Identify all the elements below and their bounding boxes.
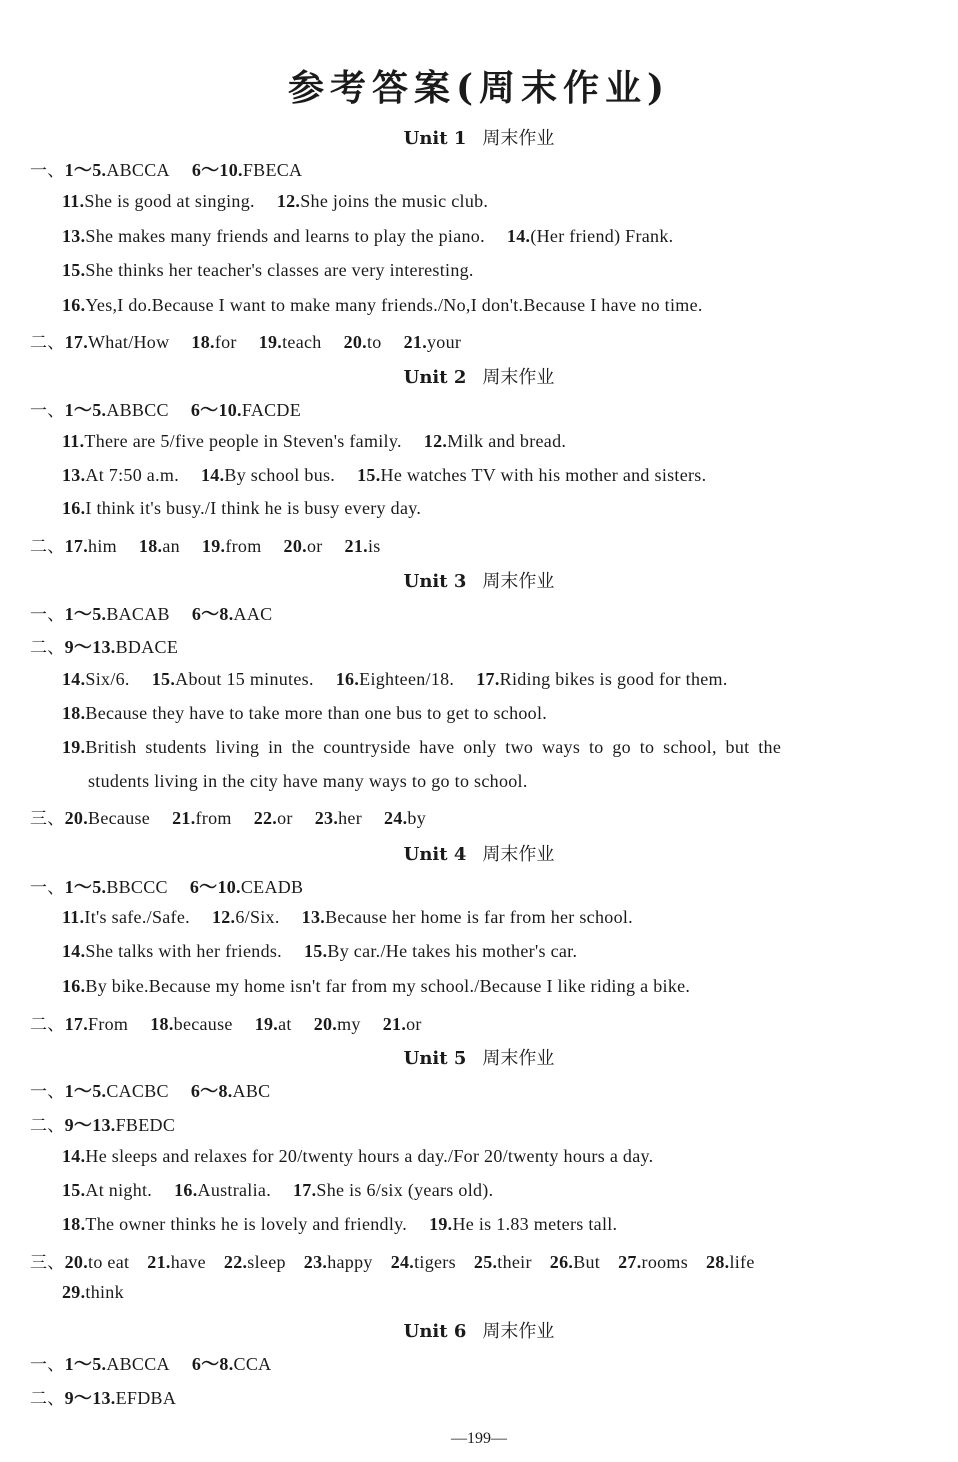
unit-subtitle: 周末作业: [482, 1048, 555, 1069]
answer-line: [62, 1146, 653, 1167]
answer-text: FACDE: [241, 400, 302, 420]
answer-text: life: [729, 1252, 755, 1272]
question-number: 11.: [62, 907, 85, 927]
answer-text: her: [338, 808, 363, 828]
question-number: 12.: [211, 907, 236, 927]
question-number: 6～10.: [191, 160, 243, 180]
answer-line: [30, 804, 426, 829]
answer-text: to eat: [88, 1252, 130, 1272]
answer-text: She talks with her friends.: [85, 941, 282, 961]
answer-text: students living in the city have many ways to go to school.: [88, 771, 528, 791]
question-number: 9～13.: [64, 1388, 116, 1408]
answer-text: have: [170, 1252, 206, 1272]
question-number: 18.: [191, 332, 215, 352]
answer-text: AAC: [233, 604, 273, 624]
question-number: 14.: [62, 941, 86, 961]
answer-text: By car./He takes his mother's car.: [327, 941, 578, 961]
question-number: 16.: [62, 498, 86, 518]
section-marker: 二、: [30, 638, 65, 658]
section-marker: 二、: [30, 1389, 65, 1409]
answer-text: because: [173, 1014, 233, 1034]
question-number: 6～10.: [189, 877, 241, 897]
question-number: 12.: [276, 191, 301, 211]
section-marker: 二、: [30, 333, 65, 353]
unit-subtitle: 周末作业: [482, 367, 555, 388]
answer-text: or: [277, 808, 293, 828]
answer-text: Six/6.: [85, 669, 130, 689]
answer-text: your: [427, 332, 462, 352]
question-number: 6～10.: [190, 400, 242, 420]
answer-line: [62, 226, 673, 247]
answer-text: At 7:50 a.m.: [85, 465, 179, 485]
answer-line: [30, 1077, 270, 1103]
answer-line: [62, 703, 547, 724]
answer-text: Because: [88, 808, 151, 828]
question-number: 1～5.: [64, 877, 107, 897]
answer-line: [62, 191, 488, 212]
question-number: 6～8.: [191, 1354, 234, 1374]
unit-subtitle: 周末作业: [482, 571, 555, 592]
question-number: 13.: [62, 226, 86, 246]
unit-label: Unit 6: [403, 1321, 467, 1342]
answer-text: Eighteen/18.: [359, 669, 455, 689]
question-number: 14.: [201, 465, 225, 485]
question-number: 11.: [62, 191, 85, 211]
answer-line: [62, 465, 706, 486]
answer-text: him: [88, 536, 117, 556]
answer-text: ABCCA: [106, 1354, 170, 1374]
question-number: 6～8.: [190, 1081, 233, 1101]
section-marker: 二、: [30, 1116, 65, 1136]
question-number: 18.: [62, 1214, 86, 1234]
question-number: 15.: [151, 669, 176, 689]
section-marker: 一、: [30, 161, 65, 181]
answer-text: FBEDC: [115, 1115, 176, 1135]
question-number: 16.: [335, 669, 360, 689]
question-number: 20.: [64, 1252, 89, 1272]
question-number: 19.: [62, 737, 86, 757]
question-number: 15.: [357, 465, 381, 485]
answer-line: [30, 633, 178, 659]
answer-text: to: [366, 332, 382, 352]
question-number: 19.: [201, 536, 226, 556]
unit-label: Unit 3: [403, 571, 467, 592]
question-number: 17.: [64, 332, 89, 352]
answer-text: What/How: [88, 332, 170, 352]
question-number: 9～13.: [64, 637, 116, 657]
question-number: 21.: [403, 332, 427, 352]
unit-2-heading: [0, 363, 958, 389]
question-number: 29.: [62, 1282, 86, 1302]
answer-line: [30, 1248, 755, 1273]
answer-line: [62, 737, 781, 758]
answer-text: There are 5/five people in Steven's family.: [84, 431, 402, 451]
answer-text: CCA: [233, 1354, 272, 1374]
answer-line: [30, 1010, 422, 1035]
question-number: 11.: [62, 431, 85, 451]
answer-line: [62, 431, 566, 452]
answer-text: I think it's busy./I think he is busy every day.: [85, 498, 422, 518]
question-number: 21.: [382, 1014, 407, 1034]
answer-text: He is 1.83 meters tall.: [452, 1214, 618, 1234]
question-number: 1～5.: [64, 1081, 107, 1101]
question-number: 16.: [62, 976, 86, 996]
answer-text: BBCCC: [106, 877, 168, 897]
answer-line: [30, 600, 272, 626]
answer-text: my: [337, 1014, 361, 1034]
answer-text: or: [306, 536, 323, 556]
answer-text: She makes many friends and learns to play the piano.: [85, 226, 485, 246]
unit-label: Unit 4: [403, 844, 467, 865]
unit-5-heading: [0, 1044, 958, 1070]
question-number: 28.: [706, 1252, 730, 1272]
answer-text: BDACE: [115, 637, 179, 657]
answer-text: From: [88, 1014, 129, 1034]
answer-text: Australia.: [197, 1180, 271, 1200]
answer-line: [62, 976, 690, 997]
question-number: 19.: [254, 1014, 279, 1034]
answer-text: at: [278, 1014, 292, 1034]
question-number: 13.: [62, 465, 86, 485]
answer-text: She is good at singing.: [84, 191, 255, 211]
answer-text: teach: [282, 332, 322, 352]
answer-line: [62, 260, 474, 281]
answer-text: CACBC: [106, 1081, 169, 1101]
answer-line: [62, 1214, 617, 1235]
unit-label: Unit 5: [403, 1048, 467, 1069]
answer-line: [62, 498, 421, 519]
answer-line: [62, 941, 577, 962]
question-number: 18.: [62, 703, 86, 723]
answer-text: or: [406, 1014, 422, 1034]
question-number: 20.: [343, 332, 367, 352]
answer-line: [30, 328, 461, 353]
answer-text: He watches TV with his mother and sisters.: [380, 465, 707, 485]
answer-text: ABBCC: [106, 400, 169, 420]
answer-line: [62, 669, 728, 690]
question-number: 21.: [172, 808, 196, 828]
unit-3-heading: [0, 567, 958, 593]
question-number: 16.: [174, 1180, 198, 1200]
answer-text: (Her friend) Frank.: [530, 226, 674, 246]
answer-text: rooms: [641, 1252, 689, 1272]
answer-text: The owner thinks he is lovely and friendly.: [85, 1214, 408, 1234]
section-marker: 一、: [30, 1082, 65, 1102]
page-number: —199—: [451, 1430, 507, 1447]
question-number: 24.: [390, 1252, 415, 1272]
answer-line: [30, 1384, 176, 1410]
answer-text: He sleeps and relaxes for 20/twenty hours a day./For 20/twenty hours a day.: [85, 1146, 654, 1166]
answer-text: Riding bikes is good for them.: [499, 669, 728, 689]
answer-line: [88, 771, 528, 792]
question-number: 14.: [506, 226, 531, 246]
unit-1-heading: [0, 124, 958, 150]
answer-text: BACAB: [106, 604, 170, 624]
question-number: 17.: [64, 536, 89, 556]
unit-4-heading: [0, 840, 958, 866]
answer-text: ABC: [232, 1081, 271, 1101]
question-number: 22.: [253, 808, 278, 828]
answer-text: happy: [327, 1252, 373, 1272]
unit-subtitle: 周末作业: [482, 128, 555, 149]
answer-line: [62, 1282, 124, 1303]
page-title: 参考答案(周末作业): [287, 67, 671, 109]
answer-text: from: [195, 808, 232, 828]
answer-text: tigers: [414, 1252, 456, 1272]
answer-text: She thinks her teacher's classes are very interesting.: [85, 260, 474, 280]
question-number: 14.: [62, 669, 86, 689]
question-number: 13.: [301, 907, 326, 927]
answer-text: Because her home is far from her school.: [325, 907, 633, 927]
answer-line: [30, 156, 302, 182]
section-marker: 二、: [30, 1015, 65, 1035]
answer-line: [30, 873, 303, 899]
answer-text: She is 6/six (years old).: [316, 1180, 494, 1200]
answer-text: is: [367, 536, 381, 556]
question-number: 16.: [62, 295, 86, 315]
answer-text: At night.: [85, 1180, 153, 1200]
answer-text: She joins the music club.: [300, 191, 489, 211]
answer-text: by: [407, 808, 427, 828]
answer-line: [30, 532, 381, 557]
question-number: 15.: [62, 1180, 86, 1200]
unit-subtitle: 周末作业: [482, 844, 555, 865]
question-number: 1～5.: [64, 400, 107, 420]
question-number: 27.: [618, 1252, 642, 1272]
question-number: 17.: [293, 1180, 317, 1200]
question-number: 1～5.: [64, 1354, 107, 1374]
answer-text: FBECA: [242, 160, 303, 180]
question-number: 20.: [313, 1014, 338, 1034]
section-marker: 二、: [30, 537, 65, 557]
section-marker: 一、: [30, 605, 65, 625]
answer-text: British students living in the countryside have only two ways to go to school, but the: [85, 737, 782, 757]
answer-line: [30, 396, 301, 422]
answer-text: By school bus.: [224, 465, 336, 485]
unit-subtitle: 周末作业: [482, 1321, 555, 1342]
answer-line: [62, 295, 703, 316]
answer-text: their: [497, 1252, 532, 1272]
question-number: 23.: [314, 808, 339, 828]
question-number: 1～5.: [64, 160, 107, 180]
answer-line: [30, 1350, 271, 1376]
answer-text: It's safe./Safe.: [84, 907, 190, 927]
answer-text: Yes,I do.Because I want to make many friends./No,I don't.Because I have no time.: [85, 295, 703, 315]
question-number: 20.: [283, 536, 307, 556]
section-marker: 三、: [30, 1253, 65, 1273]
question-number: 9～13.: [64, 1115, 116, 1135]
question-number: 15.: [62, 260, 86, 280]
question-number: 15.: [303, 941, 328, 961]
question-number: 23.: [303, 1252, 328, 1272]
question-number: 21.: [344, 536, 368, 556]
question-number: 24.: [384, 808, 408, 828]
answer-text: Milk and bread.: [447, 431, 567, 451]
unit-6-heading: [0, 1317, 958, 1343]
question-number: 21.: [147, 1252, 171, 1272]
question-number: 26.: [549, 1252, 574, 1272]
answer-text: Because they have to take more than one bus to get to school.: [85, 703, 548, 723]
question-number: 18.: [138, 536, 163, 556]
question-number: 18.: [150, 1014, 174, 1034]
question-number: 1～5.: [64, 604, 107, 624]
question-number: 19.: [429, 1214, 453, 1234]
answer-text: But: [573, 1252, 601, 1272]
section-marker: 一、: [30, 1355, 65, 1375]
answer-text: an: [162, 536, 180, 556]
unit-label: Unit 1: [403, 128, 467, 149]
answer-text: CEADB: [240, 877, 304, 897]
answer-text: think: [85, 1282, 124, 1302]
answer-line: [30, 1111, 175, 1137]
section-marker: 三、: [30, 809, 65, 829]
question-number: 14.: [62, 1146, 86, 1166]
answer-text: from: [225, 536, 262, 556]
section-marker: 一、: [30, 401, 65, 421]
answer-text: About 15 minutes.: [175, 669, 314, 689]
question-number: 6～8.: [191, 604, 234, 624]
answer-text: sleep: [247, 1252, 286, 1272]
answer-text: ABCCA: [106, 160, 170, 180]
question-number: 12.: [423, 431, 448, 451]
question-number: 17.: [476, 669, 500, 689]
answer-text: for: [214, 332, 237, 352]
question-number: 17.: [64, 1014, 89, 1034]
question-number: 20.: [64, 808, 89, 828]
answer-text: By bike.Because my home isn't far from my school./Because I like riding a bike.: [85, 976, 691, 996]
section-marker: 一、: [30, 878, 65, 898]
answer-line: [62, 907, 633, 928]
answer-text: EFDBA: [115, 1388, 177, 1408]
question-number: 19.: [258, 332, 283, 352]
answer-text: 6/Six.: [235, 907, 280, 927]
answer-line: [62, 1180, 493, 1201]
question-number: 25.: [473, 1252, 498, 1272]
unit-label: Unit 2: [403, 367, 467, 388]
question-number: 22.: [223, 1252, 248, 1272]
